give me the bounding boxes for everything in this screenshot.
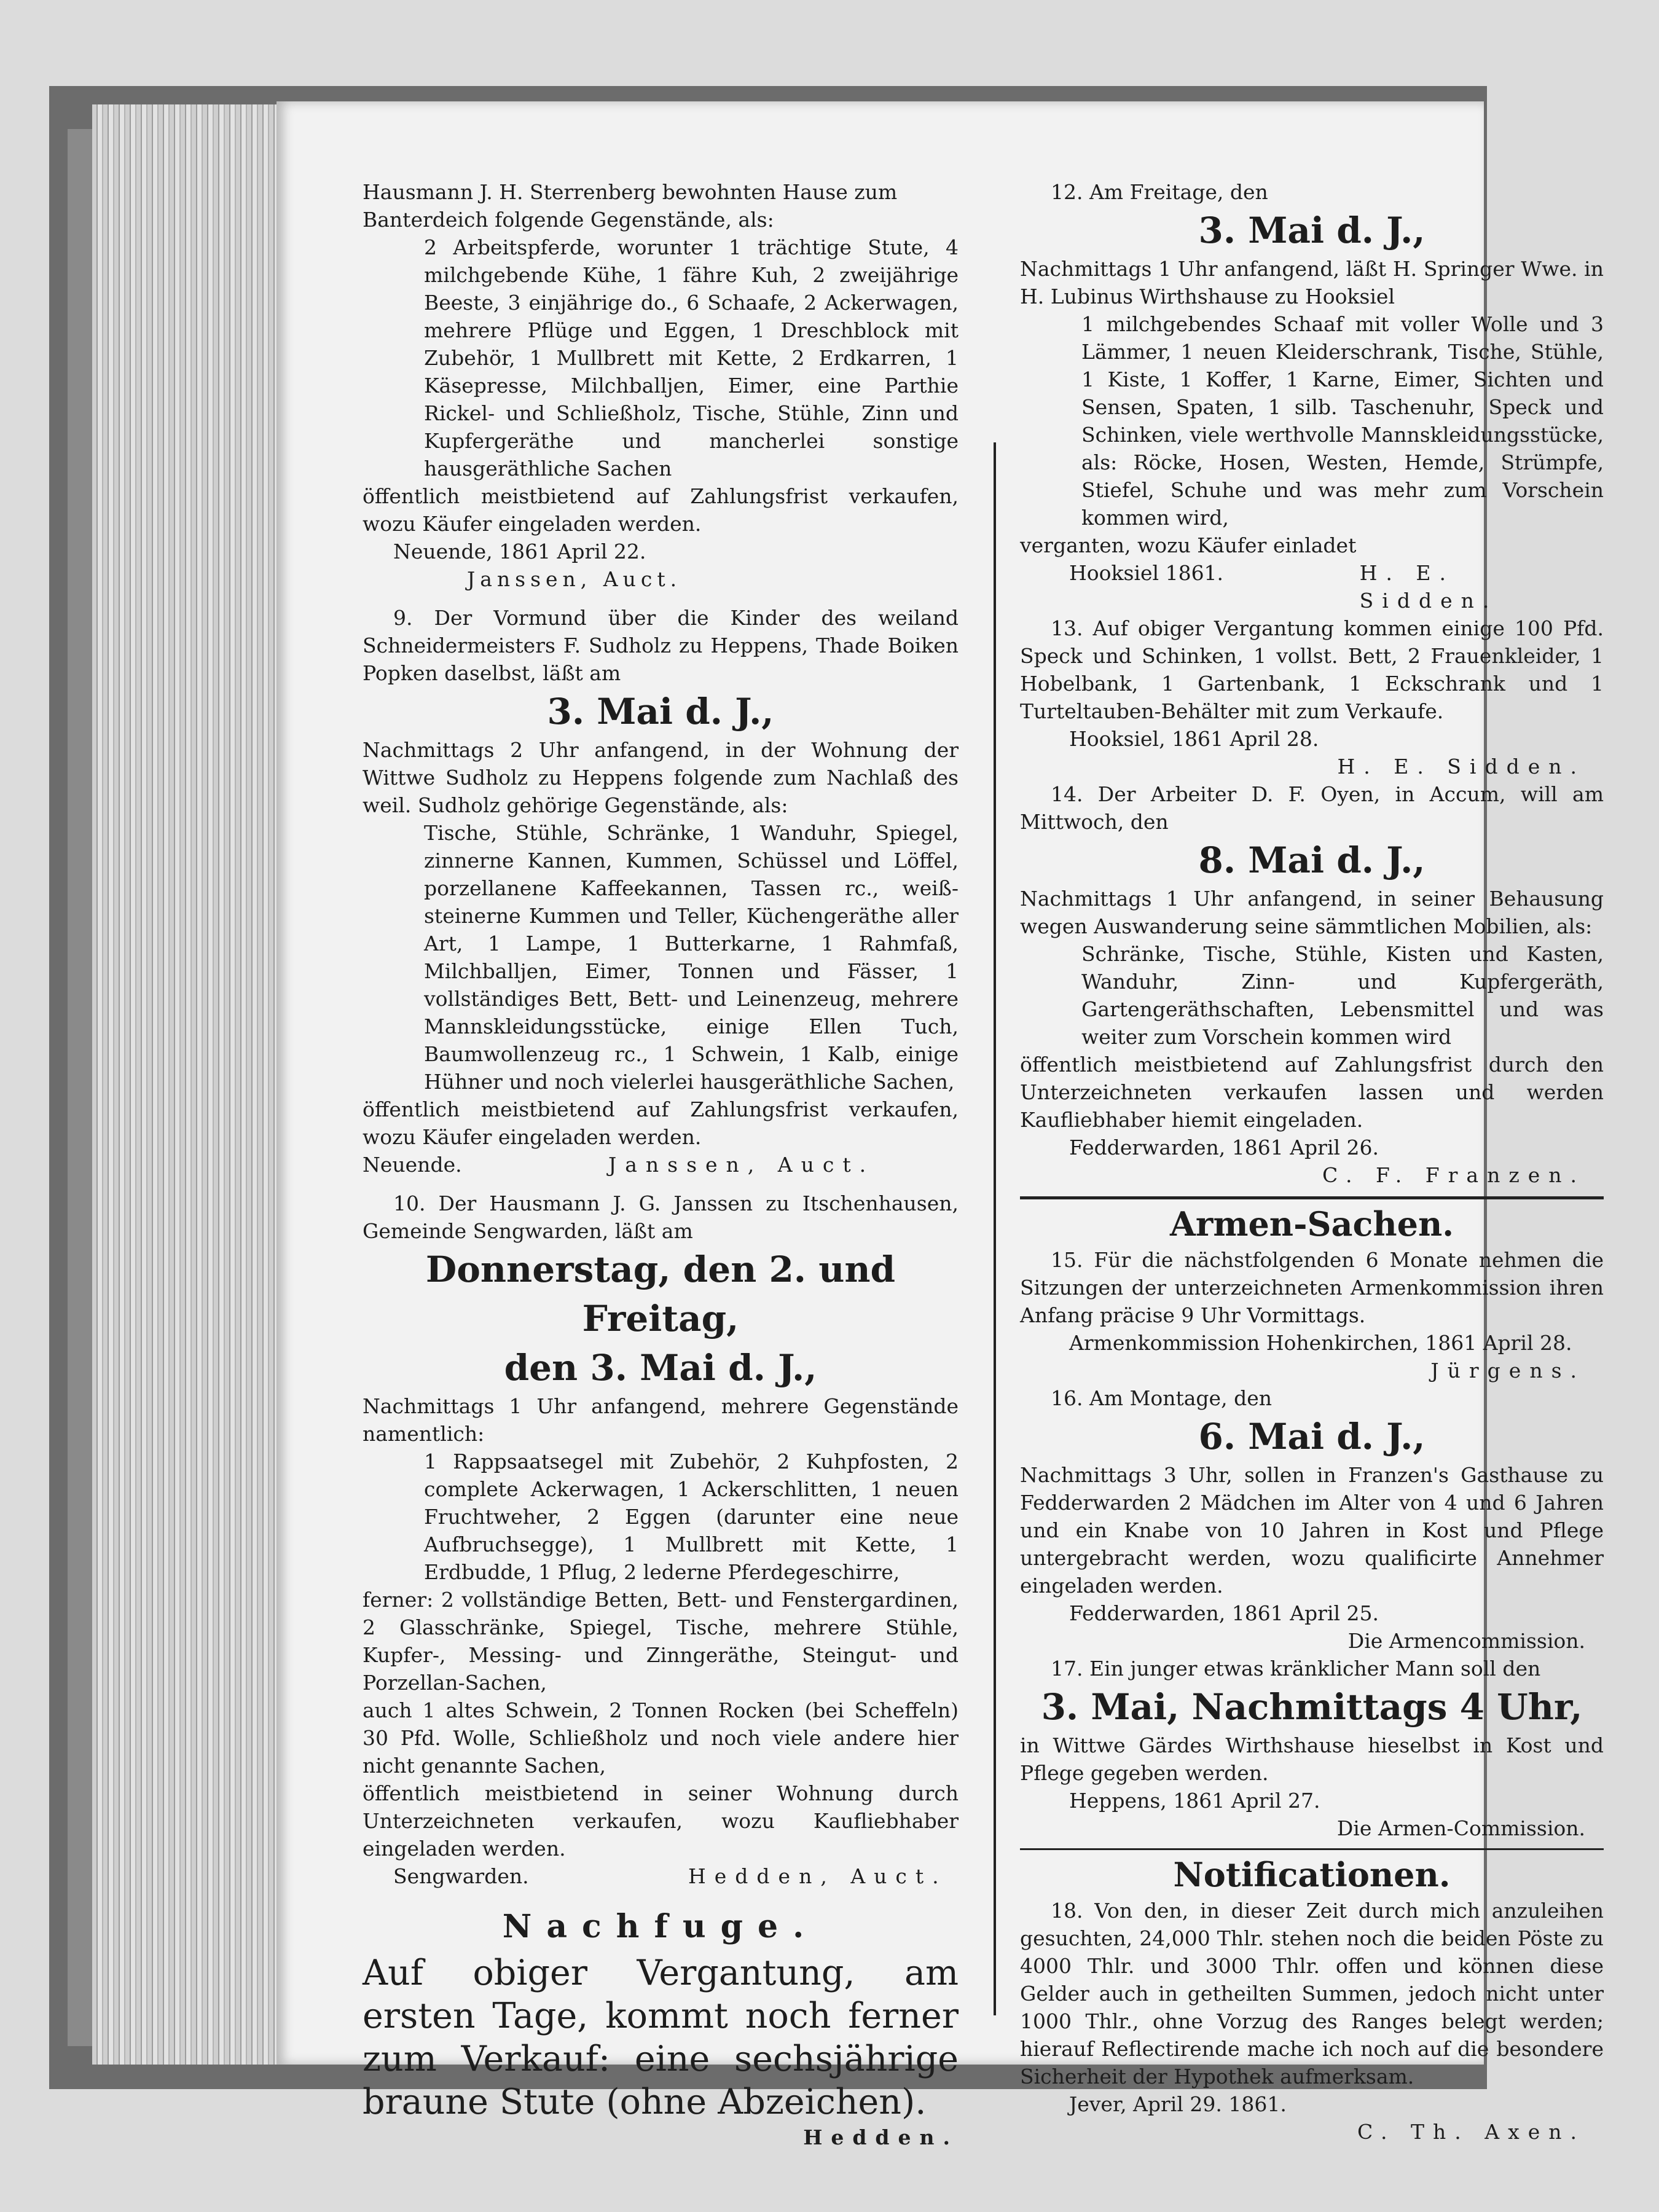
text-line: Hausmann J. H. Sterrenberg bewohnten Hause zum xyxy=(363,180,898,204)
page-stack-edge xyxy=(92,104,276,2065)
section-title-armen-sachen: Armen-Sachen. xyxy=(1169,1204,1454,1244)
notice-18-text: 18. Von den, in dieser Zeit durch mich anzuleihen gesuchten, 24,000 Thlr. stehen noch die beiden Pöste zu 4000 Thlr. und 3000 Thlr. offen und können diese Gelder auch in getheilten Summen, jedoch nicht unter 1000 Thlr., ohne Vorzug des Ranges belegt werden; hierauf Reflectirende mache ich noch auf die besondere Sicherheit der Hypothek aufmerksam. xyxy=(1020,1899,1604,2088)
place: Neuende. xyxy=(363,1153,462,1177)
notice-10-intro: 10. Der Hausmann J. G. Janssen zu Itschenhausen, Gemeinde Sengwarden, läßt am xyxy=(363,1191,959,1243)
notice-12-intro: 12. Am Freitage, den xyxy=(1051,180,1268,204)
notice-14-text: Nachmittags 1 Uhr anfangend, in seiner Behausung wegen Auswanderung seine sämmtlichen Mobilien, als: xyxy=(1020,887,1604,938)
notice-13-signature: H. E. Sidden. xyxy=(1337,755,1585,779)
notice-14-date-line: Fedderwarden, 1861 April 26. xyxy=(1069,1135,1379,1159)
notice-10-end: öffentlich meistbietend in seiner Wohnung durch Unterzeichneten verkaufen, wozu Kaufliebhaber eingeladen werden. xyxy=(363,1781,959,1861)
notice-16-date-line: Fedderwarden, 1861 April 25. xyxy=(1069,1601,1379,1625)
notice-9-text: Nachmittags 2 Uhr anfangend, in der Wohnung der Wittwe Sudholz zu Heppens folgende zum Nachlaß des weil. Sudholz gehörige Gegenstände, als: xyxy=(363,738,959,817)
signature: H. E. Sidden. xyxy=(1359,561,1498,613)
notice-14-end: öffentlich meistbietend auf Zahlungsfrist durch den Unterzeichneten verkaufen lassen und werden Kaufliebhaber hiemit eingeladen. xyxy=(1020,1053,1604,1132)
notice-10-text: Nachmittags 1 Uhr anfangend, mehrere Gegenstände namentlich: xyxy=(363,1394,959,1446)
notice-9-intro: 9. Der Vormund über die Kinder des weiland Schneidermeisters F. Sudholz zu Heppens, Thade Boiken Popken daselbst, läßt am xyxy=(363,606,959,685)
signature: Janssen, Auct. xyxy=(608,1153,875,1177)
notice-18-date: Jever, April 29. 1861. xyxy=(1069,2092,1287,2116)
notice-16-signature: Die Armencommission. xyxy=(1347,1629,1585,1653)
item-list: 2 Arbeitspferde, worunter 1 trächtige Stute, 4 milchgebende Kühe, 1 fähre Kuh, 2 zweijährige Beeste, 3 einjährige do., 6 Schaafe, 2 Ackerwagen, mehrere Pflüge und Eggen, 1 Dreschblock mit Zubehör, 1 Mullbrett mit Kette, 2 Erdkarren, 1 Käsepresse, Milchballjen, Eimer, eine Parthie Rickel- und Schließholz, Tische, Stühle, Zinn und Kupfergeräthe und mancherlei sonstige hausgeräthliche Sachen xyxy=(424,235,959,480)
nachfuge-signature: Hedden. xyxy=(803,2125,959,2149)
notice-15-text: 15. Für die nächstfolgenden 6 Monate nehmen die Sitzungen der unterzeichneten Armenkommission ihren Anfang präcise 9 Uhr Vormittags. xyxy=(1020,1248,1604,1327)
place: Sengwarden. xyxy=(393,1864,529,1888)
notice-16-text: Nachmittags 3 Uhr, sollen in Franzen's Gasthause zu Fedderwarden 2 Mädchen im Alter von 4 und 6 Jahren und ein Knabe von 10 Jahren in Kost und Pflege untergebracht werden, wozu qualificirte Annehmer eingeladen werden. xyxy=(1020,1463,1604,1598)
notice-15-signature: Jürgens. xyxy=(1430,1359,1585,1382)
notice-18-signature: C. Th. Axen. xyxy=(1357,2120,1585,2144)
notice-12-list: 1 milchgebendes Schaaf mit voller Wolle und 3 Lämmer, 1 neuen Kleiderschrank, Tische, Stühle, 1 Kiste, 1 Koffer, 1 Karne, Eimer, Sichten und Sensen, Spaten, 1 silb. Taschenuhr, Speck und Schinken, viele werthvolle Mannskleidungsstücke, als: Röcke, Hosen, Westen, Hemde, Strümpfe, Stiefel, Schuhe und was mehr zum Vorschein kommen wird, xyxy=(1081,312,1604,530)
notice-15-date: Armenkommission Hohenkirchen, 1861 April 28. xyxy=(1069,1331,1572,1355)
notice-9-end: öffentlich meistbietend auf Zahlungsfrist verkaufen, wozu Käufer eingeladen werden. xyxy=(363,1097,959,1149)
closing-text: öffentlich meistbietend auf Zahlungsfrist verkaufen, wozu Käufer eingeladen werden. xyxy=(363,484,959,536)
notice-12-end: verganten, wozu Käufer einladet xyxy=(1020,533,1357,557)
notice-17-date-line: Heppens, 1861 April 27. xyxy=(1069,1789,1320,1813)
place: Hooksiel 1861. xyxy=(1069,561,1224,585)
section-rule xyxy=(1020,1848,1604,1850)
notice-16-date: 6. Mai d. J., xyxy=(1198,1416,1426,1457)
notice-10-auch: auch 1 altes Schwein, 2 Tonnen Rocken (bei Scheffeln) 30 Pfd. Wolle, Schließholz und noch viele andere hier nicht genannte Sachen, xyxy=(363,1698,959,1778)
nachfuge-title: Nachfuge. xyxy=(502,1908,819,1945)
notice-17-date: 3. Mai, Nachmittags 4 Uhr, xyxy=(1041,1686,1583,1728)
notice-12-footer xyxy=(1020,559,1604,614)
notice-17-intro: 17. Ein junger etwas kränklicher Mann soll den xyxy=(1051,1657,1541,1681)
section-rule xyxy=(1020,1196,1604,1199)
notice-14-intro: 14. Der Arbeiter D. F. Oyen, in Accum, will am Mittwoch, den xyxy=(1020,782,1604,834)
notice-12-text: Nachmittags 1 Uhr anfangend, läßt H. Springer Wwe. in H. Lubinus Wirthshause zu Hooksiel xyxy=(1020,257,1604,308)
nachfuge-text: Auf obiger Vergantung, am ersten Tage, kommt noch ferner zum Verkauf: eine sechsjährige braune Stute (ohne Abzeichen). xyxy=(363,1953,959,2122)
right-column xyxy=(1020,178,1604,2146)
notice-12-date: 3. Mai d. J., xyxy=(1198,210,1426,251)
notice-16-intro: 16. Am Montage, den xyxy=(1051,1386,1272,1410)
signature: Janssen, Auct. xyxy=(467,567,682,591)
notice-9-date: 3. Mai d. J., xyxy=(547,691,774,732)
notice-10-date-2: den 3. Mai d. J., xyxy=(504,1347,817,1389)
notice-17-text: in Wittwe Gärdes Wirthshause hieselbst in Kost und Pflege gegeben werden. xyxy=(1020,1733,1604,1785)
section-title-notificationen: Notificationen. xyxy=(1173,1855,1451,1894)
notice-9-footer xyxy=(363,1151,959,1179)
notice-13-text: 13. Auf obiger Vergantung kommen einige 100 Pfd. Speck und Schinken, 1 vollst. Bett, 2 Frauenkleider, 1 Hobelbank, 1 Gartenbank, 1 Eckschrank und 1 Turteltauben-Behälter mit zum Verkaufe. xyxy=(1020,616,1604,723)
text-line: Banterdeich folgende Gegenstände, als: xyxy=(363,208,774,232)
signature: Hedden, Auct. xyxy=(688,1864,947,1888)
notice-10-list: 1 Rappsaatsegel mit Zubehör, 2 Kuhpfosten, 2 complete Ackerwagen, 1 Ackerschlitten, 1 neuen Fruchtweher, 2 Eggen (darunter eine neue Aufbruchsegge), 1 Mullbrett mit Kette, 1 Erdbudde, 1 Pflug, 2 lederne Pferdegeschirre, xyxy=(424,1449,959,1584)
notice-14-list: Schränke, Tische, Stühle, Kisten und Kasten, Wanduhr, Zinn- und Kupfergeräth, Gartengeräthschaften, Lebensmittel und was weiter zum Vorschein kommen wird xyxy=(1081,942,1604,1049)
notice-13-date: Hooksiel, 1861 April 28. xyxy=(1069,727,1319,751)
notice-9-list: Tische, Stühle, Schränke, 1 Wanduhr, Spiegel, zinnerne Kannen, Kummen, Schüssel und Löffel, porzellanene Kaffeekannen, Tassen rc., weiß-steinerne Kummen und Teller, Küchengeräthe aller Art, 1 Lampe, 1 Butterkarne, 1 Rahmfaß, Milchballjen, Eimer, Tonnen und Fässer, 1 vollständiges Bett, Bett- und Leinenzeug, mehrere Mannskleidungsstücke, einige Ellen Tuch, Baumwollenzeug rc., 1 Schwein, 1 Kalb, einige Hühner und noch vielerlei hausgeräthliche Sachen, xyxy=(424,821,959,1094)
notice-14-signature: C. F. Franzen. xyxy=(1322,1163,1585,1187)
left-column xyxy=(363,178,959,2151)
notice-10-date-1: Donnerstag, den 2. und Freitag, xyxy=(425,1249,896,1339)
notice-17-signature: Die Armen-Commission. xyxy=(1336,1816,1585,1840)
notice-10-footer xyxy=(363,1862,959,1890)
column-divider xyxy=(994,442,996,2015)
notice-10-ferner: ferner: 2 vollständige Betten, Bett- und Fenstergardinen, 2 Glasschränke, Spiegel, Tische, mehrere Stühle, Kupfer-, Messing- und Zinngeräthe, Steingut- und Porzellan-Sachen, xyxy=(363,1588,959,1695)
notice-14-date: 8. Mai d. J., xyxy=(1198,839,1426,881)
date-line: Neuende, 1861 April 22. xyxy=(393,539,646,563)
